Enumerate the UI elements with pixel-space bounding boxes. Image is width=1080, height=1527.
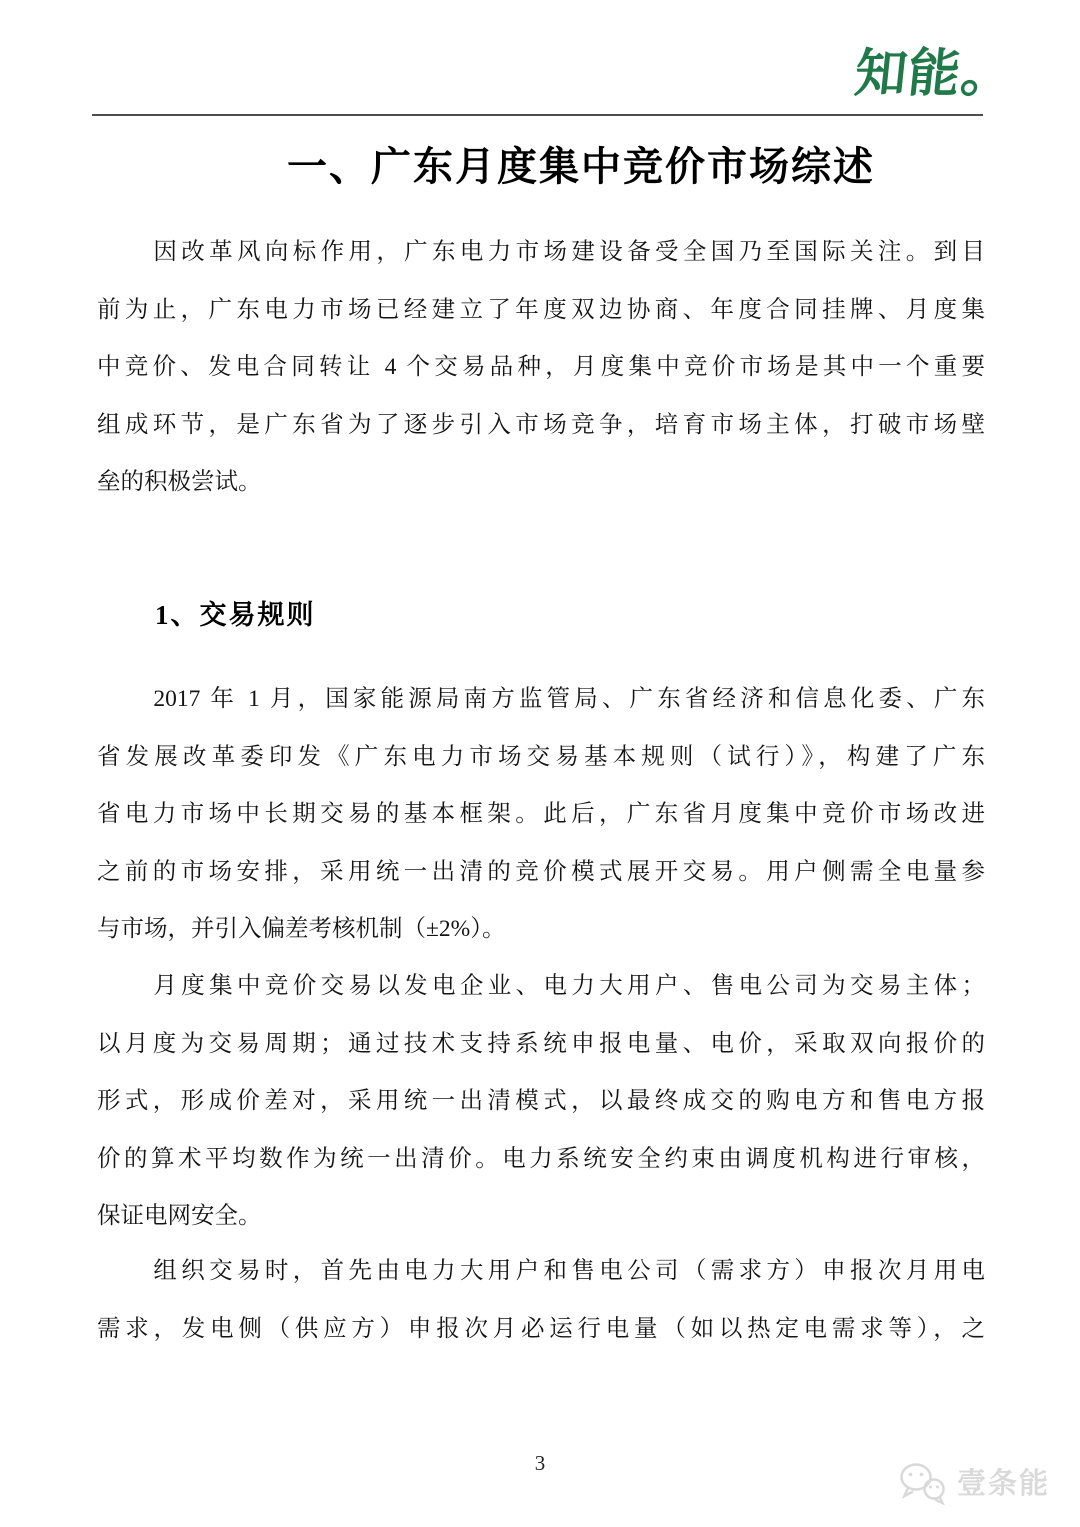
- text-line: 形式，形成价差对，采用统一出清模式，以最终成交的购电方和售电方报: [97, 1088, 985, 1114]
- text-line: 组成环节，是广东省为了逐步引入市场竞争，培育市场主体，打破市场壁: [97, 411, 985, 438]
- text-line: 因改革风向标作用，广东电力市场建设备受全国乃至国际关注。到目: [153, 239, 985, 265]
- text-line: 2017 年 1 月，国家能源局南方监管局、广东省经济和信息化委、广东: [153, 686, 985, 712]
- text-line: 省发展改革委印发《广东电力市场交易基本规则（试行）》，构建了广东: [97, 743, 985, 770]
- text-line: 省电力市场中长期交易的基本框架。此后，广东省月度集中竞价市场改进: [97, 801, 985, 827]
- text-line: 与市场，并引入偏差考核机制（±2%）。: [97, 916, 506, 942]
- zhineng-logo: 知能。: [851, 44, 1018, 104]
- text-line: 垒的积极尝试。: [97, 469, 262, 495]
- paragraph-2: [97, 671, 985, 959]
- text-line: 需求，发电侧（供应方）申报次月必运行电量（如以热定电需求等），之: [97, 1315, 985, 1342]
- text-line: 价的算术平均数作为统一出清价。电力系统安全约束由调度机构进行审核，: [97, 1145, 985, 1172]
- paragraph-1: [97, 224, 985, 512]
- text-line: 以月度为交易周期；通过技术支持系统申报电量、电价，采取双向报价的: [97, 1030, 985, 1057]
- text-line: 之前的市场安排，采用统一出清的竞价模式展开交易。用户侧需全电量参: [97, 858, 985, 885]
- watermark-label: 壹条能: [956, 1466, 1050, 1500]
- page-title: 一、广东月度集中竞价市场综述: [287, 144, 875, 189]
- paragraph-3: [97, 958, 985, 1246]
- header-divider: [92, 114, 983, 116]
- text-line: 月度集中竞价交易以发电企业、电力大用户、售电公司为交易主体；: [153, 973, 985, 999]
- watermark: [898, 1461, 1050, 1505]
- section-heading: 1、交易规则: [155, 600, 316, 630]
- text-line: 保证电网安全。: [97, 1203, 262, 1229]
- text-line: 前为止，广东电力市场已经建立了年度双边协商、年度合同挂牌、月度集: [97, 296, 985, 323]
- text-line: 中竞价、发电合同转让 4 个交易品种，月度集中竞价市场是其中一个重要: [97, 354, 985, 380]
- paragraph-4: [97, 1243, 985, 1358]
- page-number: 3: [534, 1451, 546, 1475]
- wechat-icon: [898, 1461, 948, 1505]
- text-line: 组织交易时，首先由电力大用户和售电公司（需求方）申报次月用电: [153, 1258, 985, 1284]
